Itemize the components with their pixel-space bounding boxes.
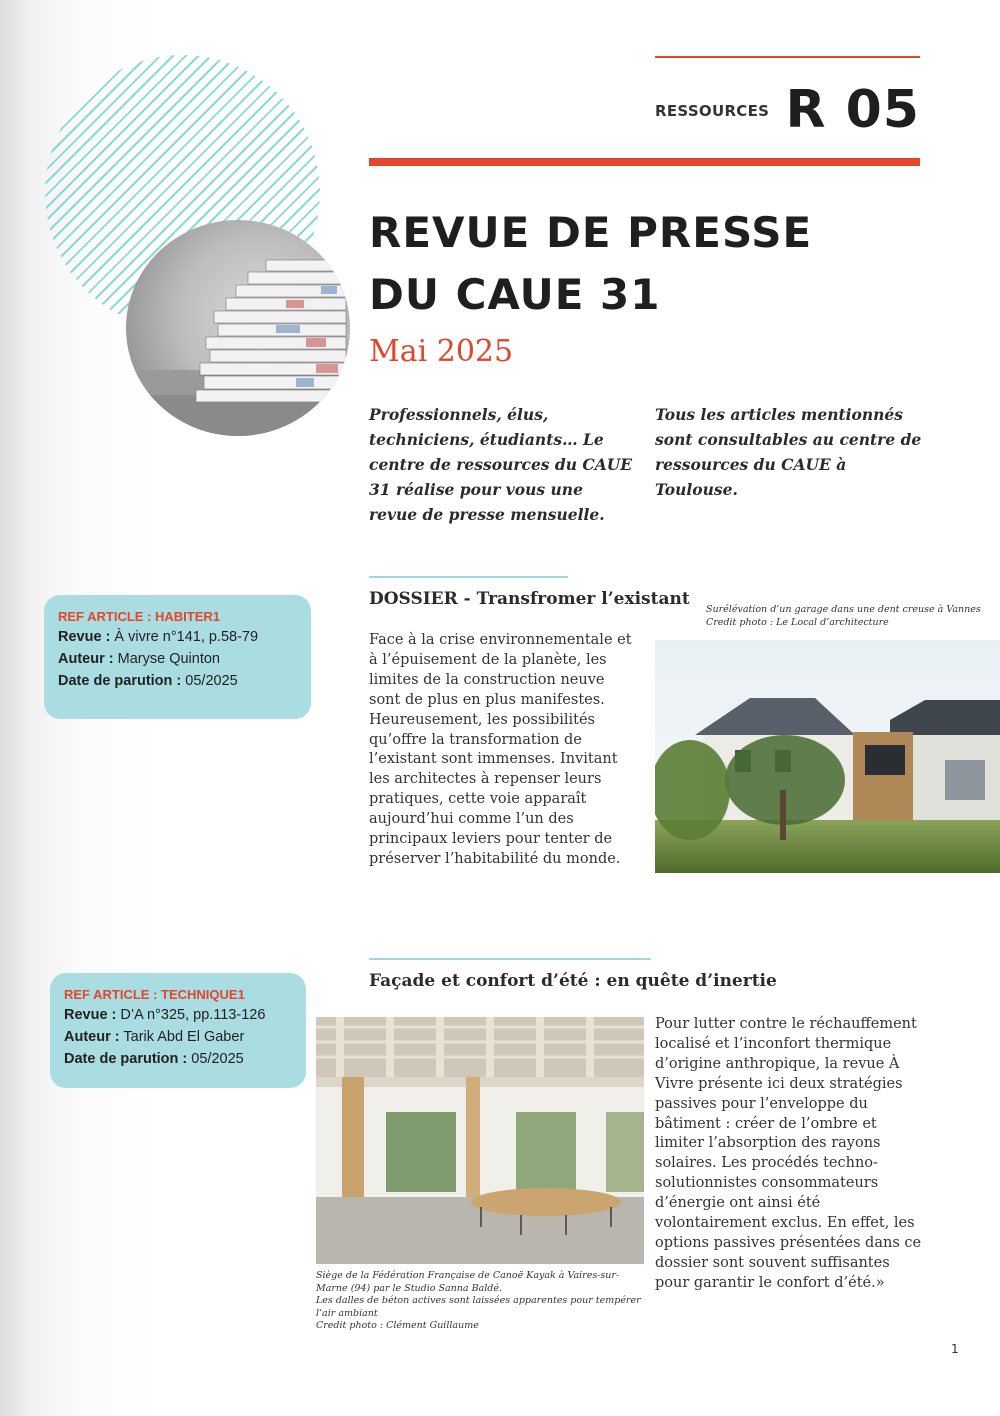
newspaper-stack-image <box>126 220 350 436</box>
header-red-bar <box>369 158 920 166</box>
reference-revue: Revue : À vivre n°141, p.58-79 <box>58 629 259 645</box>
photo-caption: Siège de la Fédération Française de Canoë Kayak à Vaires-sur-Marne (94) par le Studio Sanna Baldé. Les dalles de béton actives sont laissées apparentes pour tempérer l’air ambiant Credit photo : Clément Guillaume <box>316 1270 641 1331</box>
reference-heading: REF ARTICLE : HABITER1 <box>58 609 221 624</box>
section-code: R 05 <box>785 80 920 140</box>
article-body: Pour lutter contre le réchauffement localisé et l’inconfort thermique d’origine anthropique, la revue À Vivre présente ici deux stratégies passives pour l’enveloppe du bâtiment : créer de l’ombre et limiter l’absorption des rayons solaires. Les procédés techno-solutionnistes consommateurs d’énergie ont ainsi été volontairement exclus. En effet, les options passives présentées dans ce dossier sont souvent suffisantes pour garantir le confort d’été.» <box>655 1016 922 1291</box>
photo-caption: Surélévation d’un garage dans une dent creuse à Vannes Credit photo : Le Local d’architecture <box>706 604 981 628</box>
article-separator <box>369 576 568 578</box>
intro-text-left: Professionnels, élus, techniciens, étudiants… Le centre de ressources du CAUE 31 réalise pour vous une revue de presse mensuelle. <box>369 405 633 524</box>
header-top-rule <box>655 56 920 58</box>
house-extension-photo <box>655 640 1000 873</box>
intro-text-right: Tous les articles mentionnés sont consultables au centre de ressources du CAUE à Toulouse. <box>655 405 922 499</box>
reference-date: Date de parution : 05/2025 <box>64 1051 244 1067</box>
issue-date: Mai 2025 <box>369 334 514 369</box>
page-number: 1 <box>951 1342 959 1356</box>
article-body: Face à la crise environnementale et à l’épuisement de la planète, les limites de la construction neuve sont de plus en plus manifestes. Heureusement, les possibilités qu’offre la transformation de l’existant sont immenses. Invitant les architectes à repenser leurs pratiques, cette voie apparaît aujourd’hui comme l’un des principaux leviers pour tenter de préserver l’habitabilité du monde. <box>369 632 632 867</box>
article-separator <box>369 958 651 960</box>
reference-card <box>44 595 311 719</box>
reference-card <box>50 973 306 1088</box>
article-title: DOSSIER - Transfromer l’existant <box>369 589 690 609</box>
reference-revue: Revue : D’A n°325, pp.113-126 <box>64 1007 266 1023</box>
reference-date: Date de parution : 05/2025 <box>58 673 238 689</box>
article-title: Façade et confort d’été : en quête d’inertie <box>369 971 777 991</box>
reference-author: Auteur : Maryse Quinton <box>58 651 220 667</box>
reference-heading: REF ARTICLE : TECHNIQUE1 <box>64 987 245 1002</box>
page-title-line-1: REVUE DE PRESSE <box>369 208 813 257</box>
section-label: RESSOURCES <box>655 102 770 120</box>
reference-author: Auteur : Tarik Abd El Gaber <box>64 1029 245 1045</box>
page-title-line-2: DU CAUE 31 <box>369 270 661 319</box>
interior-hall-photo <box>316 1017 644 1264</box>
